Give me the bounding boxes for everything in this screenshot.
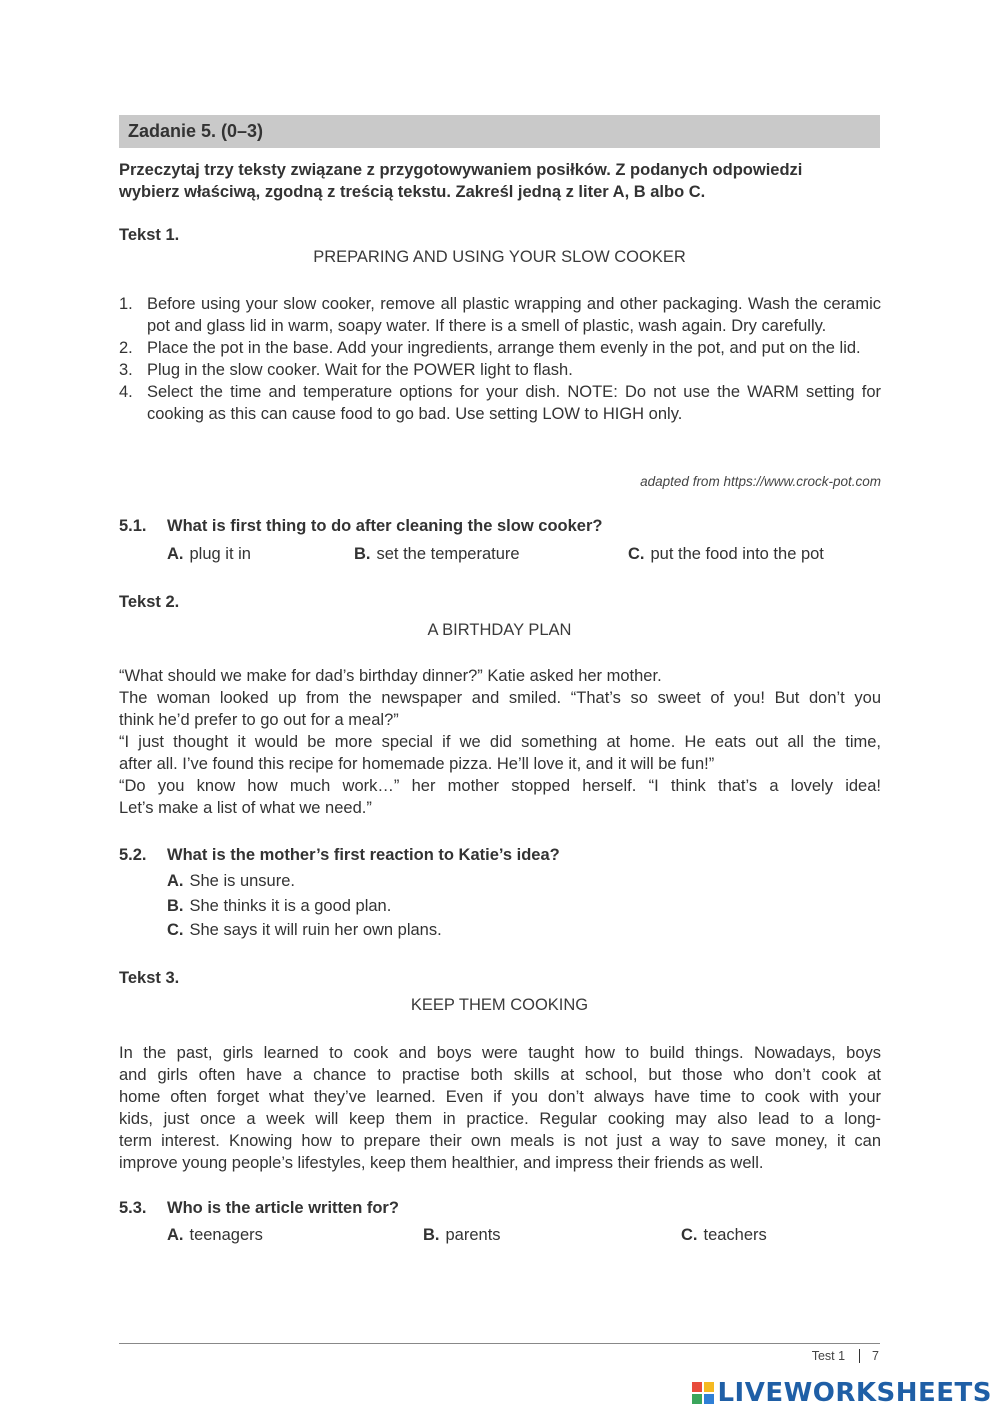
page-footer <box>812 1349 879 1363</box>
text-line: “What should we make for dad’s birthday dinner?” Katie asked her mother. <box>119 667 662 685</box>
question-text: Who is the article written for? <box>167 1199 399 1217</box>
logo-square <box>692 1394 702 1404</box>
option-text: teenagers <box>189 1226 263 1244</box>
footer-divider <box>119 1343 880 1344</box>
question-5-2 <box>119 846 560 865</box>
q1-option-b[interactable] <box>354 545 520 564</box>
brand-name: LIVEWORKSHEETS <box>717 1378 992 1408</box>
option-letter: C. <box>681 1226 698 1244</box>
step-text: Before using your slow cooker, remove all plastic wrapping and other packaging. Wash the ceramic pot and glass lid in warm, soapy water. If there is a smell of plastic, wash again. Dry carefully. <box>147 295 881 335</box>
option-letter: A. <box>167 872 184 890</box>
text1-source: adapted from https://www.crock-pot.com <box>640 474 881 489</box>
question-number: 5.1. <box>119 517 147 535</box>
logo-square <box>704 1382 714 1392</box>
text1-title: PREPARING AND USING YOUR SLOW COOKER <box>313 248 686 266</box>
logo-square <box>704 1394 714 1404</box>
text1-steps <box>119 293 881 425</box>
option-letter: C. <box>167 921 184 939</box>
liveworksheets-brand[interactable] <box>692 1378 992 1408</box>
text3-body <box>119 1042 881 1174</box>
option-letter: A. <box>167 1226 184 1244</box>
option-text: She thinks it is a good plan. <box>189 897 392 915</box>
option-letter: B. <box>167 897 184 915</box>
q1-option-c[interactable] <box>628 545 824 564</box>
question-number: 5.2. <box>119 846 147 864</box>
text-line: The woman looked up from the newspaper and smiled. “That’s so sweet of you! But don’t you <box>119 689 881 707</box>
step-text: Plug in the slow cooker. Wait for the POWER light to flash. <box>147 361 573 379</box>
q2-option-c[interactable] <box>167 921 442 940</box>
instruction-line: Przeczytaj trzy teksty związane z przygotowywaniem posiłków. Z podanych odpowiedzi <box>119 161 803 179</box>
text2-label: Tekst 2. <box>119 593 180 611</box>
question-text: What is first thing to do after cleaning the slow cooker? <box>167 517 603 535</box>
step-number: 2. <box>119 339 133 357</box>
step-text: Place the pot in the base. Add your ingredients, arrange them evenly in the pot, and put on the lid. <box>147 339 861 357</box>
task-instruction <box>119 159 881 203</box>
option-text: teachers <box>703 1226 767 1244</box>
step-number: 1. <box>119 295 133 313</box>
text1-label: Tekst 1. <box>119 226 180 244</box>
text-line: home often forget what they’ve learned. Even if you don’t always have time to cook with your <box>119 1088 881 1106</box>
option-text: plug it in <box>189 545 251 563</box>
option-text: set the temperature <box>376 545 520 563</box>
text-line: after all. I’ve found this recipe for homemade pizza. He’ll love it, and it will be fun!” <box>119 755 715 773</box>
step-item <box>119 293 881 337</box>
step-item <box>119 337 881 359</box>
q1-option-a[interactable] <box>167 545 251 564</box>
option-text: She is unsure. <box>189 872 295 890</box>
option-text: She says it will ruin her own plans. <box>189 921 442 939</box>
option-letter: C. <box>628 545 645 563</box>
task-header: Zadanie 5. (0–3) <box>119 115 880 148</box>
q2-option-b[interactable] <box>167 897 391 916</box>
logo-square <box>692 1382 702 1392</box>
text-line: kids, just once a week will keep them in practice. Regular cooking may also lead to a long- <box>119 1110 881 1128</box>
q3-option-a[interactable] <box>167 1226 263 1245</box>
liveworksheets-logo-icon <box>692 1382 714 1404</box>
option-text: put the food into the pot <box>650 545 824 563</box>
step-item <box>119 359 881 381</box>
text-line: term interest. Knowing how to prepare their own meals is not just a way to save money, it can <box>119 1132 881 1150</box>
question-number: 5.3. <box>119 1199 147 1217</box>
q2-option-a[interactable] <box>167 872 295 891</box>
question-5-1 <box>119 517 602 536</box>
text-line: and girls often have a chance to practise both skills at school, but those who don’t cook at <box>119 1066 881 1084</box>
text-line: “I just thought it would be more special if we did something at home. He eats out all the time, <box>119 733 881 751</box>
footer-test-label: Test 1 <box>811 1349 846 1363</box>
text3-title: KEEP THEM COOKING <box>410 996 589 1014</box>
text-line: In the past, girls learned to cook and boys were taught how to build things. Nowadays, boys <box>119 1044 881 1062</box>
text2-body <box>119 665 881 819</box>
q3-option-c[interactable] <box>681 1226 767 1245</box>
text3-label: Tekst 3. <box>119 969 180 987</box>
step-text: Select the time and temperature options for your dish. NOTE: Do not use the WARM setting for cooking as this can cause food to go bad. Use setting LOW to HIGH only. <box>147 383 881 423</box>
step-number: 4. <box>119 383 133 401</box>
question-5-3 <box>119 1199 399 1218</box>
option-letter: B. <box>354 545 371 563</box>
q3-option-b[interactable] <box>423 1226 501 1245</box>
option-letter: A. <box>167 545 184 563</box>
option-text: parents <box>445 1226 501 1244</box>
instruction-line: wybierz właściwą, zgodną z treścią tekstu. Zakreśl jedną z liter A, B albo C. <box>119 183 706 201</box>
option-letter: B. <box>423 1226 440 1244</box>
step-item <box>119 381 881 425</box>
text2-title: A BIRTHDAY PLAN <box>427 621 572 639</box>
text-line: “Do you know how much work…” her mother stopped herself. “I think that’s a lovely idea! <box>119 777 881 795</box>
text-line: think he’d prefer to go out for a meal?” <box>119 711 399 729</box>
page-number: 7 <box>872 1349 879 1363</box>
footer-separator <box>859 1349 860 1363</box>
text-line: improve young people’s lifestyles, keep them healthier, and impress their friends as well. <box>119 1154 764 1172</box>
step-number: 3. <box>119 361 133 379</box>
text-line: Let’s make a list of what we need.” <box>119 799 372 817</box>
question-text: What is the mother’s first reaction to Katie’s idea? <box>167 846 560 864</box>
